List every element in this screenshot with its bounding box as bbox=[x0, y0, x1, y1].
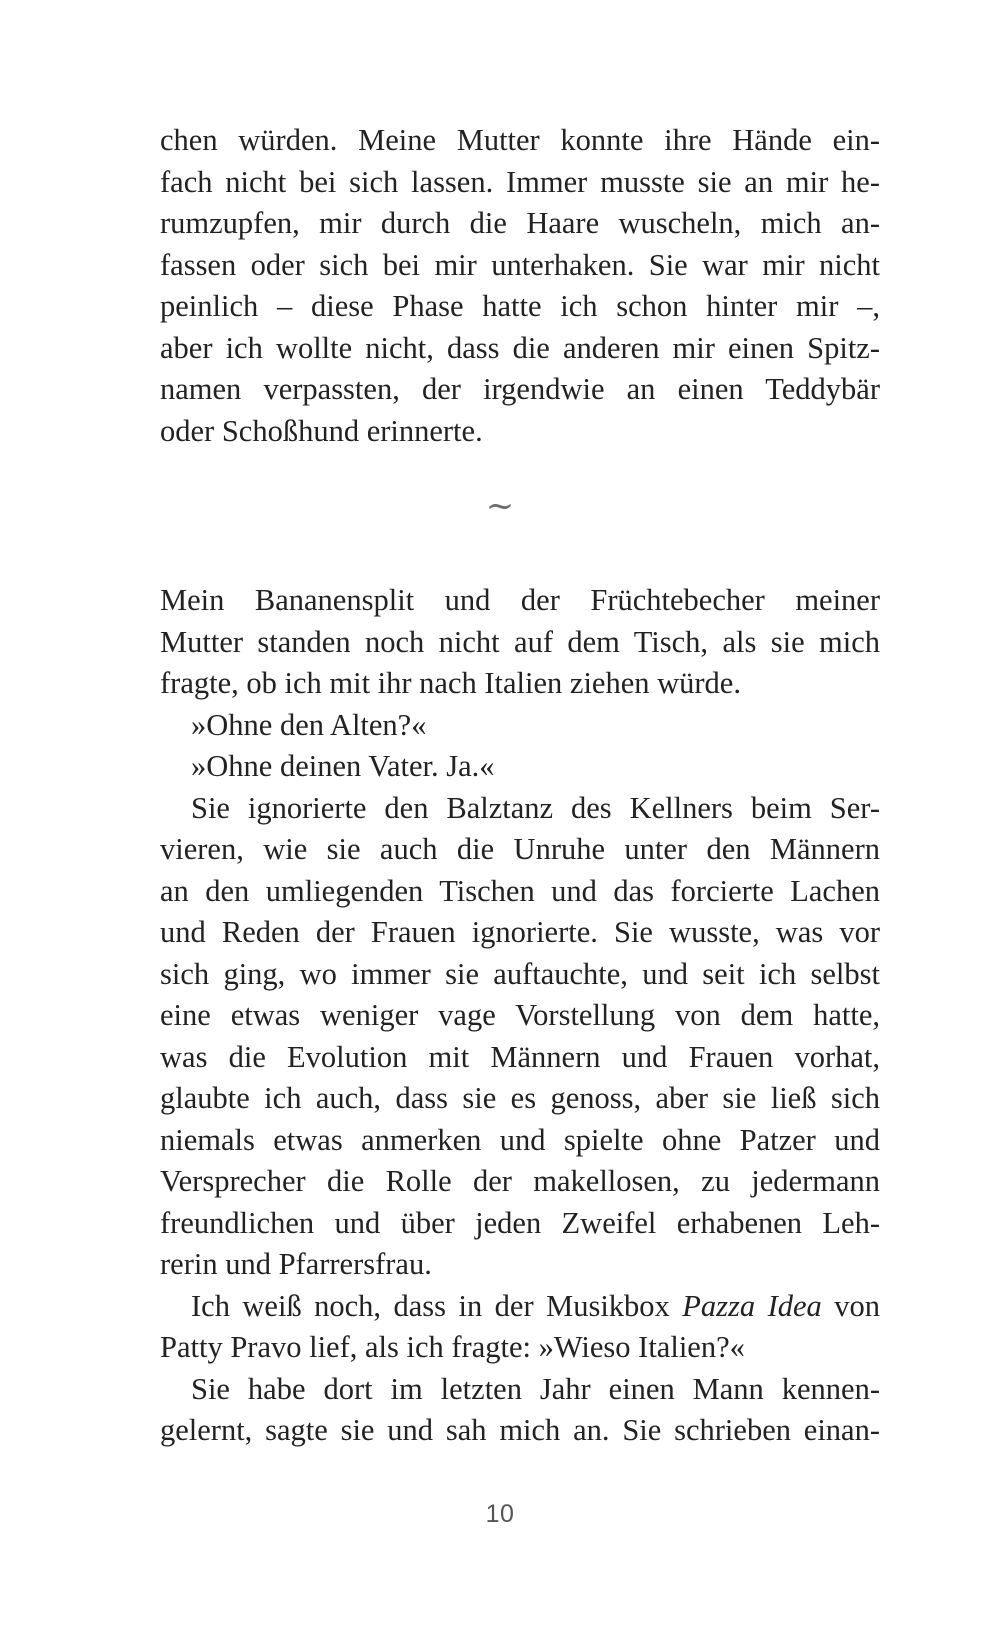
text-line: fragte, ob ich mit ihr nach Italien ziehen würde. bbox=[160, 666, 741, 700]
text-line: Sie habe dort im letzten Jahr einen Mann kennen- bbox=[191, 1371, 880, 1406]
text-line: Versprecher die Rolle der makellosen, zu jedermann bbox=[160, 1164, 880, 1198]
text-line: eine etwas weniger vage Vorstellung von dem hatte, bbox=[160, 998, 880, 1032]
text-line: peinlich – diese Phase hatte ich schon hinter mir –, bbox=[160, 289, 880, 323]
paragraph-2 bbox=[160, 580, 880, 1452]
text-line: fach nicht bei sich lassen. Immer musste sie an mir he- bbox=[160, 164, 880, 199]
text-line: vieren, wie sie auch die Unruhe unter den Männern bbox=[160, 832, 880, 866]
text-line: rerin und Pfarrersfrau. bbox=[160, 1247, 432, 1281]
text-segment: von bbox=[821, 1288, 880, 1323]
text-line: Mutter standen noch nicht auf dem Tisch, als sie mich bbox=[160, 624, 880, 659]
text-line: glaubte ich auch, dass sie es genoss, aber sie ließ sich bbox=[160, 1081, 880, 1115]
page-number: 10 bbox=[485, 1500, 515, 1528]
text-line: fassen oder sich bei mir unterhaken. Sie war mir nicht bbox=[160, 247, 880, 282]
text-line: gelernt, sagte sie und sah mich an. Sie schrieben einan- bbox=[160, 1413, 880, 1447]
section-separator: ~ bbox=[485, 486, 515, 526]
text-line: sich ging, wo immer sie auftauchte, und seit ich selbst bbox=[160, 956, 880, 991]
song-title: Pazza Idea bbox=[682, 1288, 822, 1323]
text-segment: Ich weiß noch, dass in der Musikbox bbox=[191, 1288, 683, 1323]
text-line: oder Schoßhund erinnerte. bbox=[160, 413, 483, 448]
text-line: freundlichen und über jeden Zweifel erhabenen Leh- bbox=[160, 1205, 880, 1240]
text-line: Patty Pravo lief, als ich fragte: »Wieso Italien?« bbox=[160, 1330, 745, 1364]
text-line: aber ich wollte nicht, dass die anderen mir einen Spitz- bbox=[160, 330, 880, 365]
text-line-musikbox bbox=[160, 1286, 880, 1328]
text-line: namen verpassten, der irgendwie an einen Teddybär bbox=[160, 372, 880, 406]
paragraph-1 bbox=[160, 120, 880, 452]
text-line: Sie ignorierte den Balztanz des Kellners beim Ser- bbox=[191, 790, 880, 825]
text-line: an den umliegenden Tischen und das forcierte Lachen bbox=[160, 873, 880, 908]
text-line: und Reden der Frauen ignorierte. Sie wusste, was vor bbox=[160, 915, 880, 949]
text-line: rumzupfen, mir durch die Haare wuscheln, mich an- bbox=[160, 206, 880, 240]
dialogue-line: »Ohne den Alten?« bbox=[191, 707, 427, 742]
text-line: chen würden. Meine Mutter konnte ihre Hände ein- bbox=[160, 123, 880, 157]
text-line: Mein Bananensplit und der Früchtebecher meiner bbox=[160, 583, 880, 617]
dialogue-line: »Ohne deinen Vater. Ja.« bbox=[191, 749, 495, 783]
text-line: was die Evolution mit Männern und Frauen vorhat, bbox=[160, 1039, 880, 1074]
text-line: niemals etwas anmerken und spielte ohne Patzer und bbox=[160, 1122, 880, 1157]
